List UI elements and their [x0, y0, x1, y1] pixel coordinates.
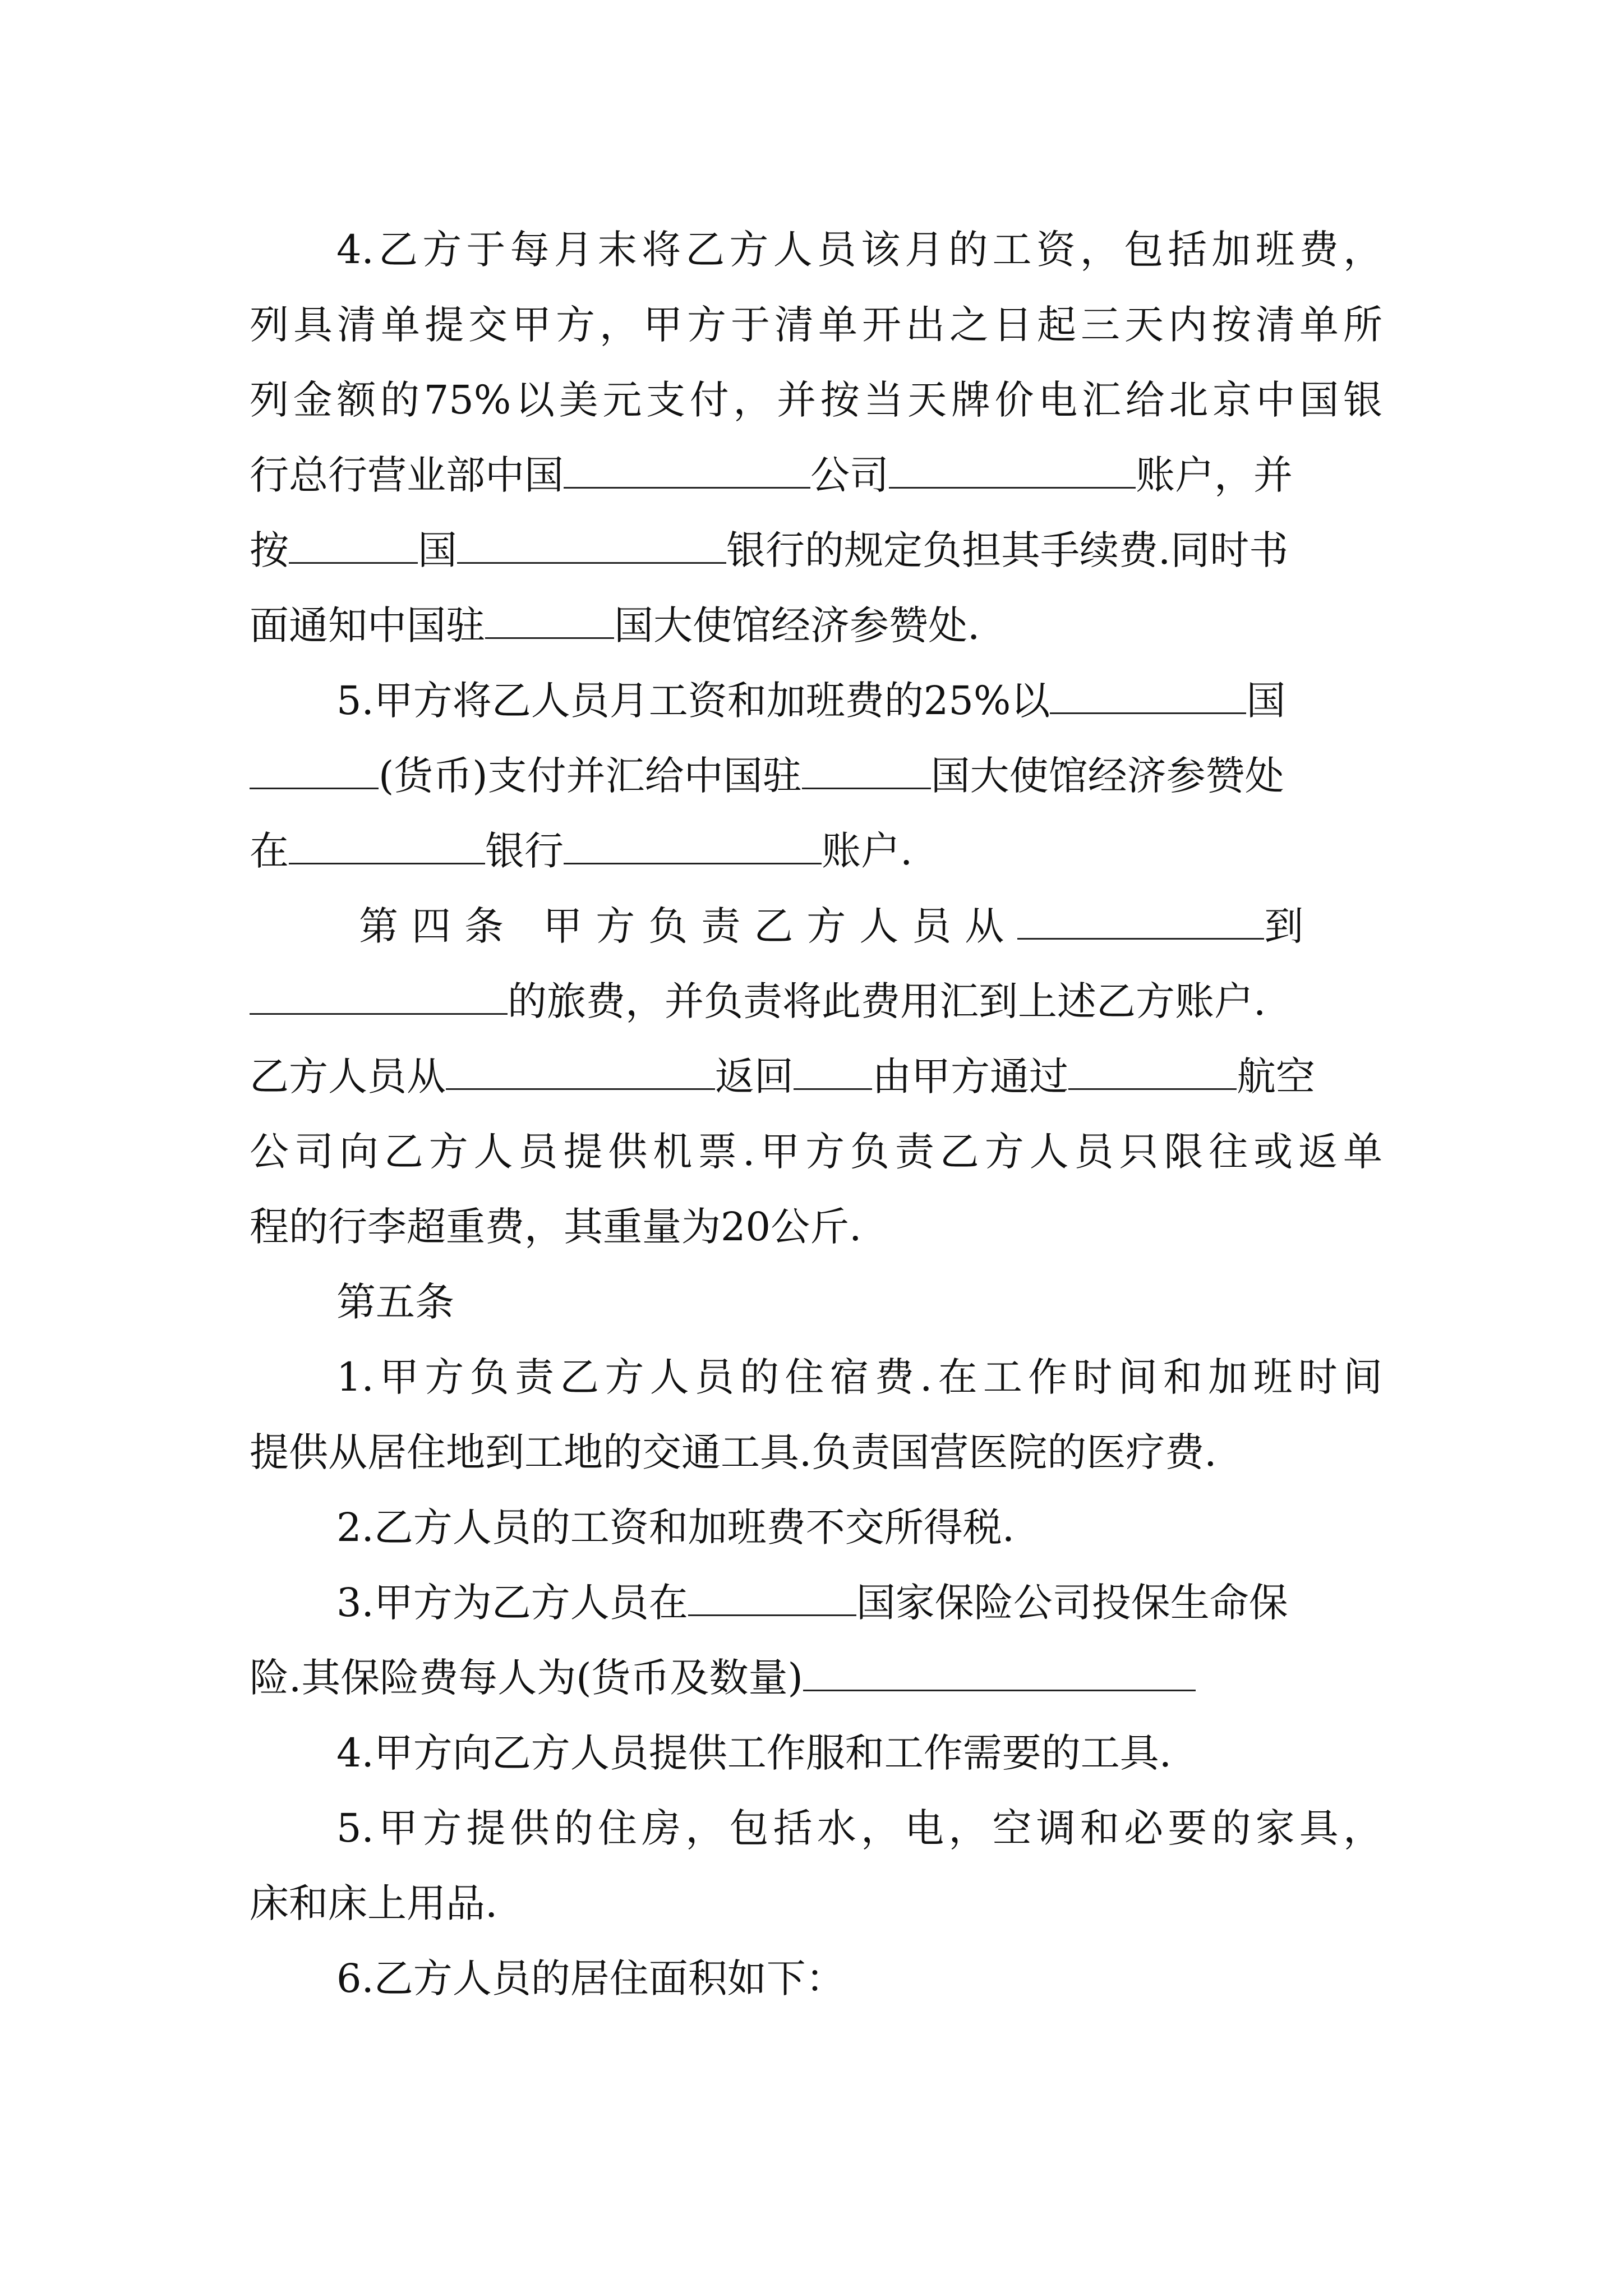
text-segment: 第四条 甲方负责乙方人员从	[359, 903, 1018, 949]
text-line	[250, 1202, 1382, 1252]
text-segment: 险.其保险费每人为(货币及数量)	[250, 1655, 803, 1701]
text-segment: 公司	[810, 452, 889, 498]
fill-in-blank[interactable]	[289, 527, 418, 564]
text-segment: 账户.	[822, 828, 913, 874]
text-segment: 按	[250, 527, 289, 573]
text-segment: 程的行李超重费，其重量为20公斤.	[250, 1204, 862, 1250]
fill-in-blank[interactable]	[802, 753, 931, 789]
text-line	[250, 1051, 1382, 1102]
fill-in-blank[interactable]	[250, 753, 379, 789]
text-line	[359, 901, 1382, 951]
text-line	[250, 1126, 1382, 1177]
text-segment: 航空	[1237, 1053, 1315, 1099]
text-segment: 5.甲方提供的住房，包括水，电，空调和必要的家具，	[336, 1805, 1382, 1851]
text-segment: 列金额的75%以美元支付，并按当天牌价电汇给北京中国银	[250, 377, 1382, 423]
text-segment: 公司向乙方人员提供机票.甲方负责乙方人员只限往或返单	[250, 1129, 1382, 1175]
text-segment: 国	[1246, 678, 1286, 724]
text-segment: 到	[1264, 903, 1317, 949]
text-line	[250, 375, 1382, 425]
text-segment: 1.甲方负责乙方人员的住宿费.在工作时间和加班时间	[336, 1354, 1382, 1400]
fill-in-blank[interactable]	[889, 452, 1136, 489]
text-line	[336, 1728, 1382, 1778]
text-line	[336, 1352, 1382, 1402]
text-segment: 提供从居住地到工地的交通工具.负责国营医院的医疗费.	[250, 1429, 1217, 1475]
text-line	[250, 450, 1382, 500]
text-segment: 乙方人员从	[250, 1053, 446, 1099]
text-segment: 6.乙方人员的居住面积如下：	[336, 1955, 845, 2001]
section-heading: 第五条	[336, 1279, 454, 1325]
text-line	[336, 1953, 1382, 2004]
text-line	[336, 1577, 1382, 1628]
text-segment: 4.乙方于每月末将乙方人员该月的工资，包括加班费，	[336, 227, 1382, 273]
text-line	[250, 300, 1382, 350]
fill-in-blank[interactable]	[1050, 678, 1246, 714]
text-segment: 列具清单提交甲方，甲方于清单开出之日起三天内按清单所	[250, 302, 1382, 348]
text-segment: 返回	[715, 1053, 794, 1099]
text-segment: 的旅费，并负责将此费用汇到上述乙方账户.	[508, 978, 1266, 1024]
text-segment: 面通知中国驻	[250, 602, 485, 648]
fill-in-blank[interactable]	[794, 1053, 872, 1090]
text-line	[336, 224, 1382, 275]
text-line	[336, 1502, 1382, 1553]
fill-in-blank[interactable]	[564, 452, 810, 489]
text-segment: 在	[250, 828, 289, 874]
fill-in-blank[interactable]	[446, 1053, 715, 1090]
text-segment: 国家保险公司投保生命保	[856, 1580, 1288, 1626]
fill-in-blank[interactable]	[1017, 903, 1264, 940]
fill-in-blank[interactable]	[803, 1655, 1196, 1691]
text-segment: 行总行营业部中国	[250, 452, 564, 498]
text-segment: 国	[418, 527, 457, 573]
fill-in-blank[interactable]	[564, 828, 822, 864]
text-line	[336, 1277, 1382, 1327]
text-line	[250, 976, 1382, 1027]
text-segment: 银行	[485, 828, 564, 874]
text-line	[250, 751, 1382, 801]
text-segment: 账户，并	[1136, 452, 1293, 498]
text-segment: (货币)支付并汇给中国驻	[379, 753, 802, 799]
fill-in-blank[interactable]	[457, 527, 726, 564]
text-line	[250, 1653, 1382, 1703]
text-segment: 5.甲方将乙人员月工资和加班费的25%以	[336, 678, 1050, 724]
fill-in-blank[interactable]	[1068, 1053, 1237, 1090]
fill-in-blank[interactable]	[688, 1580, 856, 1616]
fill-in-blank[interactable]	[250, 978, 508, 1015]
fill-in-blank[interactable]	[289, 828, 485, 864]
text-segment: 国大使馆经济参赞处	[930, 753, 1284, 799]
text-line	[336, 675, 1382, 726]
fill-in-blank[interactable]	[485, 602, 614, 639]
text-line	[250, 826, 1382, 876]
text-segment: 银行的规定负担其手续费.同时书	[726, 527, 1289, 573]
text-line	[336, 1803, 1382, 1853]
text-line	[250, 1427, 1382, 1478]
text-segment: 由甲方通过	[872, 1053, 1068, 1099]
text-segment: 2.乙方人员的工资和加班费不交所得税.	[336, 1504, 1015, 1550]
text-segment: 床和床上用品.	[250, 1880, 498, 1926]
text-line	[250, 600, 1382, 651]
text-line	[250, 1878, 1382, 1929]
text-segment: 3.甲方为乙方人员在	[336, 1580, 688, 1626]
text-line	[250, 525, 1382, 576]
text-segment: 4.甲方向乙方人员提供工作服和工作需要的工具.	[336, 1730, 1172, 1776]
text-segment: 国大使馆经济参赞处.	[614, 602, 980, 648]
